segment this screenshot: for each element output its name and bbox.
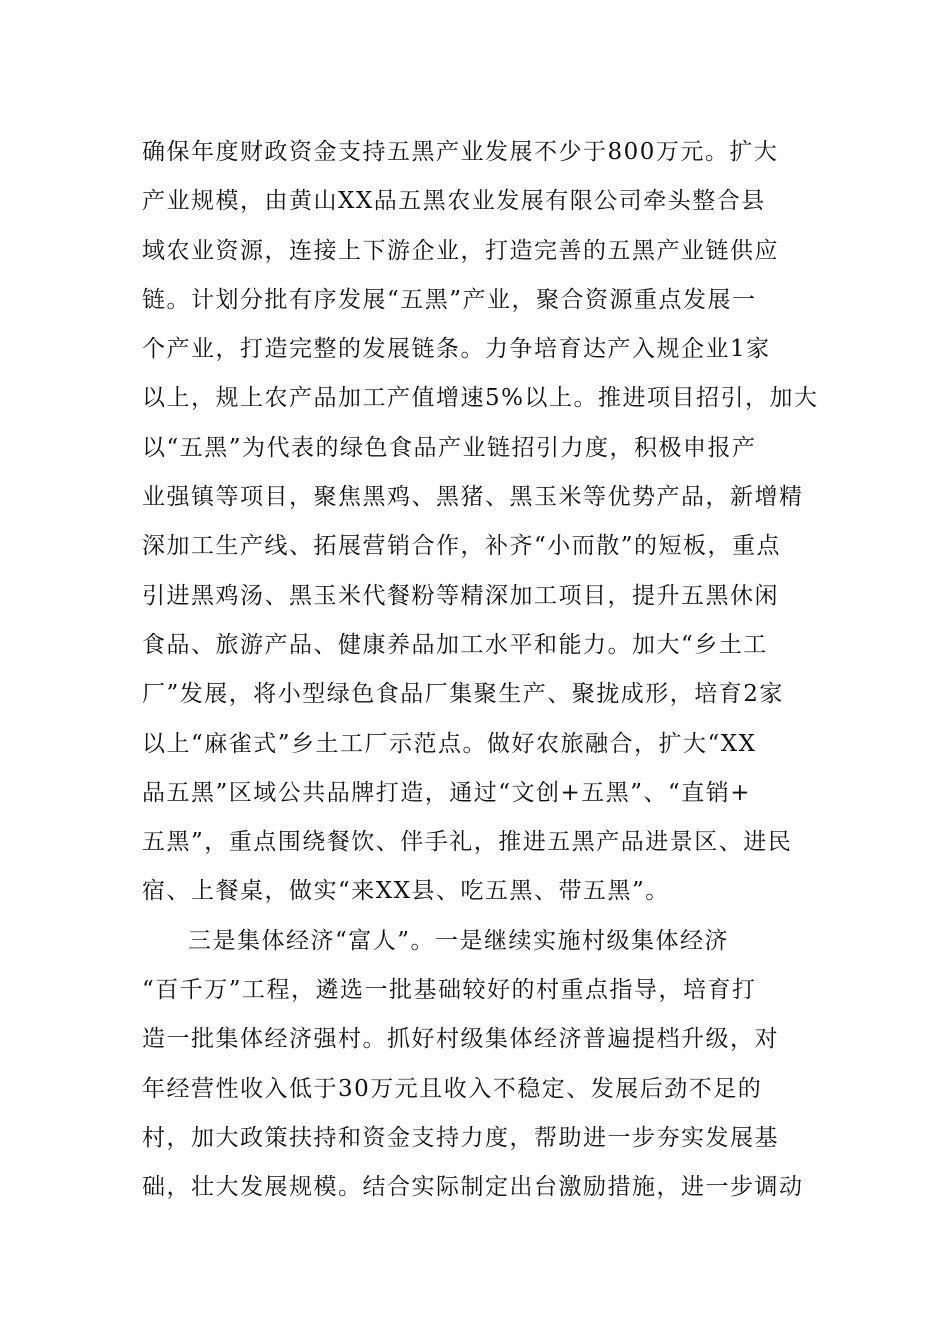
text-line: 深加工生产线、拓展营销合作，补齐“小而散”的短板，重点	[142, 533, 782, 560]
text-line: 础，壮大发展规模。结合实际制定出台激励措施，进一步调动	[142, 1174, 804, 1201]
text-line: 食品、旅游产品、健康养品加工水平和能力。加大“乡土工	[142, 631, 768, 658]
text-line: 三是集体经济“富人”。一是继续实施村级集体经济	[188, 927, 730, 954]
text-line: 造一批集体经济强村。抓好村级集体经济普遍提档升级，对	[142, 1026, 779, 1053]
text-line: “百千万”工程，遴选一批基础较好的村重点指导，培育打	[142, 977, 757, 1004]
text-line: 宿、上餐桌，做实“来XX县、吃五黑、带五黑”。	[142, 878, 670, 905]
text-line: 个产业，打造完整的发展链条。力争培育达产入规企业1家	[142, 336, 771, 363]
text-line: 业强镇等项目，聚焦黑鸡、黑猪、黑玉米等优势产品，新增精	[142, 484, 804, 511]
text-line: 域农业资源，连接上下游企业，打造完善的五黑产业链供应	[142, 237, 779, 264]
text-line: 以“五黑”为代表的绿色食品产业链招引力度，积极申报产	[142, 434, 757, 461]
text-line: 厂”发展，将小型绿色食品厂集聚生产、聚拢成形，培育2家	[142, 681, 784, 708]
text-line: 以上“麻雀式”乡土工厂示范点。做好农旅融合，扩大“XX	[142, 730, 757, 757]
paragraph-industry	[142, 128, 822, 917]
text-line: 村，加大政策扶持和资金支持力度，帮助进一步夯实发展基	[142, 1124, 779, 1151]
body-text	[142, 128, 822, 1213]
text-line: 产业规模，由黄山XX品五黑农业发展有限公司牵头整合县	[142, 188, 766, 215]
text-line: 确保年度财政资金支持五黑产业发展不少于800万元。扩大	[142, 139, 779, 165]
text-line: 品五黑”区域公共品牌打造，通过“文创+五黑”、“直销+	[142, 779, 752, 806]
text-line: 链。计划分批有序发展“五黑”产业，聚合资源重点发展一	[142, 286, 757, 313]
paragraph-collective-economy	[142, 917, 822, 1213]
text-line: 引进黑鸡汤、黑玉米代餐粉等精深加工项目，提升五黑休闲	[142, 582, 779, 609]
text-line: 五黑”，重点围绕餐饮、伴手礼，推进五黑产品进景区、进民	[142, 829, 793, 856]
text-line: 以上，规上农产品加工产值增速5%以上。推进项目招引，加大	[142, 385, 819, 412]
text-line: 年经营性收入低于30万元且收入不稳定、发展后劲不足的	[142, 1075, 763, 1102]
